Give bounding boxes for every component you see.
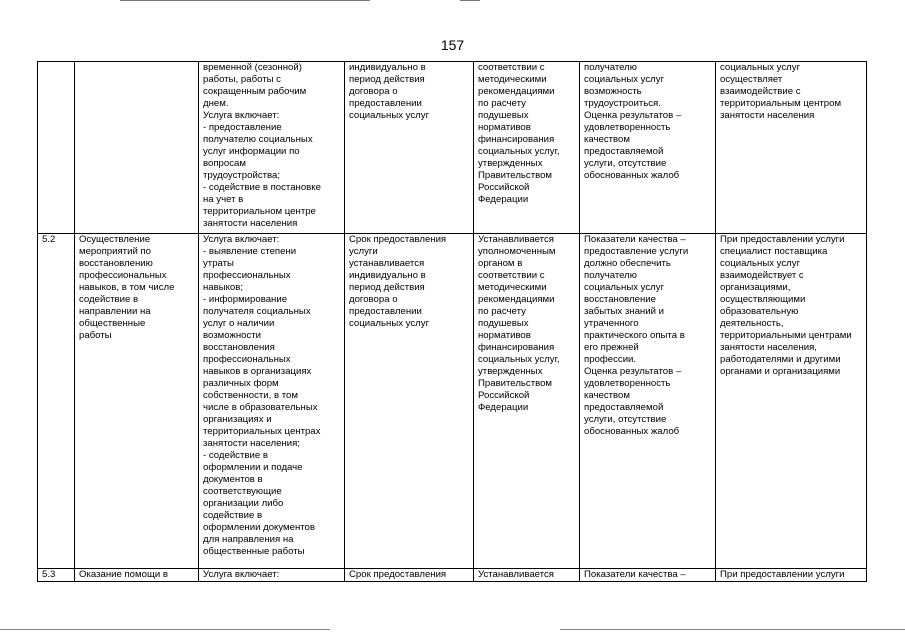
cell-number: 5.3 [38,569,75,582]
cell-service-name: Оказание помощи в [75,569,199,582]
cell-service-term: Срок предоставления услуги устанавливается индивидуально в период действия договора о предоставлении социальных услуг [345,234,474,569]
cell-service-term: индивидуально в период действия договора о предоставлении социальных услуг [345,62,474,234]
top-rule-right [460,0,480,1]
page-number: 157 [440,37,465,53]
cell-service-name [75,62,199,234]
cell-funding-norm: соответствии с методическими рекомендациями по расчету подушевых нормативов финансирования социальных услуг, утвержденных Правительством Российской Федерации [474,62,580,234]
table-row [38,62,867,234]
table-row [38,569,867,582]
table-row [38,234,867,569]
cell-number: 5.2 [38,234,75,569]
cell-number [38,62,75,234]
cell-funding-norm: Устанавливается уполномоченным органом в соответствии с методическими рекомендациями по расчету подушевых нормативов финансирования социальных услуг, утвержденных Правительством Российской Федерации [474,234,580,569]
cell-conditions: социальных услуг осуществляет взаимодействие с территориальным центром занятости населения [716,62,867,234]
cell-quality-indicators: получателю социальных услуг возможность трудоустроиться. Оценка результатов – удовлетворенность качеством предоставляемой услуги, отсутствие обоснованных жалоб [580,62,716,234]
cell-service-content: временной (сезонной) работы, работы с сокращенным рабочим днем. Услуга включает: - предоставление получателю социальных услуг информации по вопросам трудоустройства; - содействие в постановке на учет в территориальном центре занятости населения [199,62,345,234]
bottom-rule-right [560,629,905,630]
cell-service-content: Услуга включает: - выявление степени утраты профессиональных навыков; - информирование получателя социальных услуг о наличии возможности восстановления профессиональных навыков в организациях различных форм собственности, в том числе в образовательных организациях и территориальных центрах занятости населения; - содействие в оформлении и подаче документов в соответствующие организации либо содействие в оформлении документов для направления на общественные работы [199,234,345,569]
cell-service-content: Услуга включает: [199,569,345,582]
bottom-rule-left [0,629,330,630]
cell-quality-indicators: Показатели качества – предоставление услуги должно обеспечить получателю социальных услуг восстановление забытых знаний и утраченного практического опыта в его прежней профессии. Оценка результатов – удовлетворенность качеством предоставляемой услуги, отсутствие обоснованных жалоб [580,234,716,569]
cell-conditions: При предоставлении услуги [716,569,867,582]
top-rule-left [120,0,370,1]
cell-funding-norm: Устанавливается [474,569,580,582]
cell-quality-indicators: Показатели качества – [580,569,716,582]
cell-conditions: При предоставлении услуги специалист поставщика социальных услуг взаимодействует с организациями, осуществляющими образовательную деятельность, территориальными центрами занятости населения, работодателями и другими органами и организациями [716,234,867,569]
cell-service-term: Срок предоставления [345,569,474,582]
services-table [37,61,867,582]
cell-service-name: Осуществление мероприятий по восстановлению профессиональных навыков, в том числе содействие в направлении на общественные работы [75,234,199,569]
